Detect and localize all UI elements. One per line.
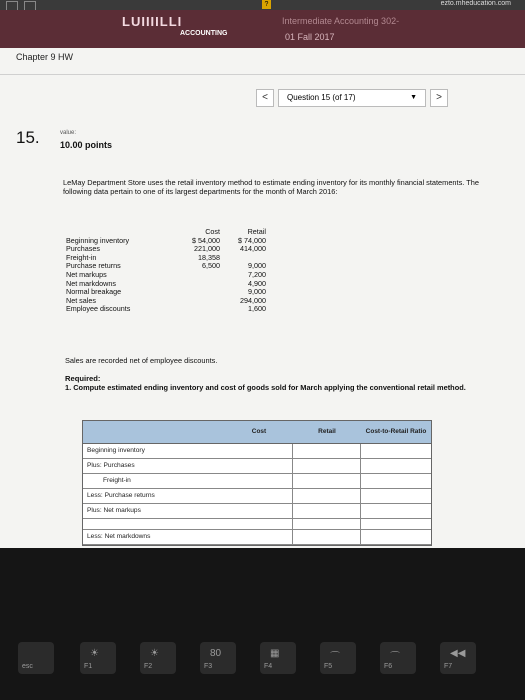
course-header — [0, 10, 525, 48]
answer-row — [83, 504, 431, 519]
keyboard-light-down-icon: ⌒ — [330, 652, 340, 663]
cost-input[interactable] — [225, 459, 293, 473]
rewind-icon: ◀◀ — [450, 648, 466, 659]
launchpad-icon: ▦ — [270, 648, 280, 659]
column-header-retail: Retail — [247, 227, 266, 236]
cost-input[interactable] — [225, 504, 293, 518]
question-navigator — [256, 88, 448, 106]
keyboard-light-up-key[interactable] — [380, 642, 416, 674]
required-text: 1. Compute estimated ending inventory and cost of goods sold for March applying the conventional retail method. — [65, 383, 466, 392]
assignment-title: Chapter 9 HW — [16, 52, 74, 62]
column-header-ratio: Cost-to-Retail Ratio — [365, 428, 427, 435]
cost-input[interactable] — [225, 474, 293, 488]
value-label: value: — [60, 130, 77, 136]
cost-input[interactable] — [225, 444, 293, 458]
row-label: Beginning inventory — [66, 235, 130, 245]
cost-value: 221,000 — [194, 244, 220, 254]
course-term: 01 Fall 2017 — [285, 32, 335, 42]
ratio-input[interactable] — [361, 474, 430, 488]
retail-value: 9,000 — [248, 261, 266, 271]
divider — [0, 74, 525, 75]
cost-value: 18,358 — [198, 252, 220, 262]
answer-row-label: Less: Net markdowns — [83, 530, 226, 544]
retail-input[interactable] — [293, 489, 361, 503]
answer-row-label: Freight-in — [83, 474, 226, 488]
answer-row-label: Plus: Purchases — [83, 459, 226, 473]
question-prompt: LeMay Department Store uses the retail inventory method to estimate ending inventory for its monthly financial statements. The following data pertain to one of its largest departments for the month of March 2016: — [63, 178, 480, 196]
retail-value: 7,200 — [248, 269, 266, 279]
publisher-logo-sub: ACCOUNTING — [180, 30, 228, 37]
column-header-cost: Cost — [251, 428, 267, 435]
row-label: Purchases — [66, 244, 100, 254]
key-label: F3 — [204, 663, 213, 670]
key-label: F2 — [144, 663, 153, 670]
question-points: 10.00 points — [60, 140, 113, 150]
key-label: F1 — [84, 663, 93, 670]
cost-input[interactable] — [225, 530, 293, 544]
retail-input[interactable] — [293, 519, 361, 529]
brightness-down-icon: ☀ — [90, 648, 99, 659]
launchpad-key[interactable] — [260, 642, 296, 674]
answer-row-label — [83, 519, 226, 529]
next-question-button[interactable]: > — [430, 89, 448, 107]
retail-input[interactable] — [293, 459, 361, 473]
brightness-down-key[interactable] — [80, 642, 116, 674]
question-number: 15. — [16, 128, 40, 147]
brightness-up-key[interactable] — [140, 642, 176, 674]
address-bar[interactable]: ezto.mheducation.com — [440, 0, 511, 7]
answer-grid — [82, 420, 432, 546]
column-header-retail: Retail — [318, 428, 336, 435]
answer-row — [83, 530, 431, 545]
row-label: Freight-in — [66, 252, 97, 262]
answer-row — [83, 444, 431, 459]
answer-row — [83, 474, 431, 489]
rewind-key[interactable] — [440, 642, 476, 674]
ratio-input[interactable] — [361, 489, 430, 503]
answer-row — [83, 459, 431, 474]
keyboard-light-up-icon: ⌒ — [390, 652, 400, 663]
retail-value: 1,600 — [248, 304, 266, 314]
help-tab-icon[interactable]: ? — [262, 0, 271, 9]
browser-toolbar — [0, 0, 525, 10]
mission-control-key[interactable] — [200, 642, 236, 674]
data-table — [66, 228, 266, 314]
answer-row-label: Beginning inventory — [83, 444, 226, 458]
ratio-input[interactable] — [361, 530, 430, 544]
answer-row-label: Less: Purchase returns — [83, 489, 226, 503]
chevron-down-icon: ▼ — [410, 94, 417, 101]
note-text: Sales are recorded net of employee discounts. — [65, 356, 218, 365]
column-header-cost: Cost — [205, 227, 220, 236]
keyboard-light-down-key[interactable] — [320, 642, 356, 674]
ratio-input[interactable] — [361, 459, 430, 473]
row-label: Normal breakage — [66, 287, 122, 297]
key-label: F4 — [264, 663, 273, 670]
cost-value: 6,500 — [202, 261, 220, 271]
table-row — [66, 288, 266, 297]
answer-grid-header — [83, 421, 431, 444]
course-name: Intermediate Accounting 302- — [282, 16, 400, 26]
question-select-label: Question 15 (of 17) — [287, 93, 356, 102]
table-row — [66, 305, 266, 314]
row-label: Net markups — [66, 269, 107, 279]
ratio-input[interactable] — [361, 504, 430, 518]
retail-input[interactable] — [293, 444, 361, 458]
required-title: Required: — [65, 374, 101, 383]
key-label: F7 — [444, 663, 453, 670]
cost-value: $ 54,000 — [192, 235, 220, 245]
brightness-up-icon: ☀ — [150, 648, 159, 659]
retail-input[interactable] — [293, 474, 361, 488]
answer-row-label: Plus: Net markups — [83, 504, 226, 518]
retail-input[interactable] — [293, 504, 361, 518]
row-label: Net sales — [66, 295, 96, 305]
retail-value: 9,000 — [248, 287, 266, 297]
ratio-input[interactable] — [361, 519, 430, 529]
retail-value: 414,000 — [240, 244, 266, 254]
publisher-logo: LUIIIILLI — [122, 14, 183, 29]
question-select[interactable] — [278, 89, 426, 107]
retail-value: 294,000 — [240, 295, 266, 305]
table-row — [66, 245, 266, 254]
retail-value: $ 74,000 — [238, 235, 266, 245]
answer-row — [83, 519, 431, 530]
row-label: Employee discounts — [66, 304, 131, 314]
retail-value: 4,900 — [248, 278, 266, 288]
laptop-keyboard — [0, 548, 525, 700]
mission-control-icon: 80 — [210, 648, 222, 659]
retail-input[interactable] — [293, 530, 361, 544]
row-label: Purchase returns — [66, 261, 121, 271]
previous-question-button[interactable]: < — [256, 89, 274, 107]
key-label: F5 — [324, 663, 333, 670]
answer-row — [83, 489, 431, 504]
key-label: F6 — [384, 663, 393, 670]
key-label: esc — [22, 663, 33, 670]
escape-key[interactable] — [18, 642, 54, 674]
cost-input[interactable] — [225, 519, 293, 529]
row-label: Net markdowns — [66, 278, 116, 288]
ratio-input[interactable] — [361, 444, 430, 458]
cost-input[interactable] — [225, 489, 293, 503]
